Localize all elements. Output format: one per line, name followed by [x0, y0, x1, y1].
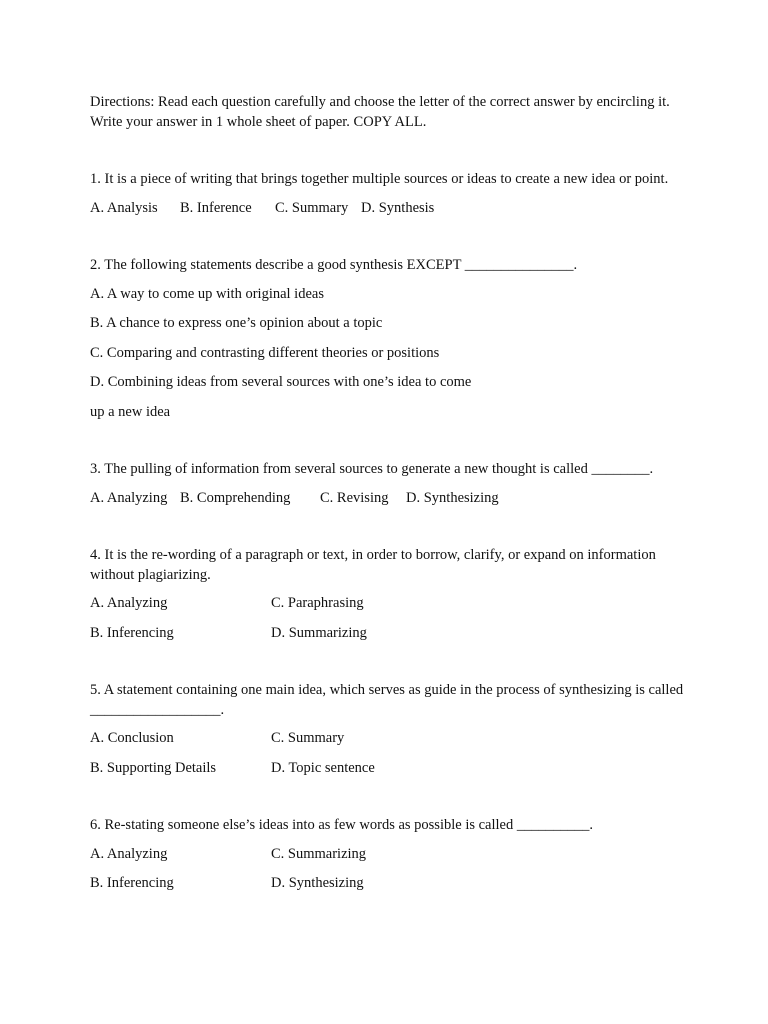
- option-b[interactable]: B. A chance to express one’s opinion about a topic: [90, 315, 383, 331]
- question-stem: 6. Re-stating someone else’s ideas into as few words as possible is called __________.: [90, 817, 593, 833]
- option-d[interactable]: D. Synthesizing: [406, 489, 499, 506]
- option-b[interactable]: B. Comprehending: [180, 489, 291, 506]
- options-row-2: [90, 624, 685, 644]
- option-a[interactable]: A. Analyzing: [90, 595, 168, 611]
- worksheet: [90, 93, 685, 932]
- options-row-1: [90, 594, 685, 614]
- answer-options: [90, 489, 685, 509]
- question-5: [90, 681, 685, 778]
- options-row-2: [90, 759, 685, 779]
- question-4: [90, 546, 685, 643]
- question-stem: 4. It is the re-wording of a paragraph or text, in order to borrow, clarify, or expand on information without plagiarizing.: [90, 547, 656, 583]
- option-a[interactable]: A. Analyzing: [90, 489, 168, 506]
- option-c[interactable]: C. Paraphrasing: [271, 595, 364, 611]
- option-a[interactable]: A. Conclusion: [90, 730, 174, 746]
- answer-options: [90, 199, 685, 219]
- option-d[interactable]: D. Synthesizing: [271, 875, 364, 891]
- option-d[interactable]: D. Combining ideas from several sources with one’s idea to come: [90, 374, 472, 390]
- option-d-continuation: up a new idea: [90, 403, 171, 420]
- options-row-2: [90, 874, 685, 894]
- option-a[interactable]: A. Analyzing: [90, 845, 168, 862]
- question-6: [90, 816, 685, 894]
- option-d[interactable]: D. Topic sentence: [271, 759, 375, 776]
- option-b[interactable]: B. Supporting Details: [90, 759, 217, 776]
- option-b[interactable]: B. Inference: [180, 199, 252, 216]
- question-stem: 1. It is a piece of writing that brings together multiple sources or ideas to create a new idea or point.: [90, 171, 669, 187]
- option-c[interactable]: C. Summary: [275, 199, 349, 216]
- option-d[interactable]: D. Synthesis: [361, 199, 435, 216]
- options-row-1: [90, 845, 685, 865]
- option-c[interactable]: C. Comparing and contrasting different theories or positions: [90, 344, 440, 361]
- option-a[interactable]: A. A way to come up with original ideas: [90, 285, 324, 302]
- option-d[interactable]: D. Summarizing: [271, 624, 367, 641]
- question-2: [90, 256, 685, 422]
- option-c[interactable]: C. Revising: [320, 489, 389, 506]
- option-c[interactable]: C. Summary: [271, 730, 345, 746]
- question-stem: 2. The following statements describe a good synthesis EXCEPT _______________.: [90, 257, 578, 273]
- directions-text: Directions: Read each question carefully and choose the letter of the correct answer by encircling it. Write your answer in 1 whole sheet of paper. COPY ALL.: [90, 94, 670, 130]
- question-stem: 5. A statement containing one main idea, which serves as guide in the process of synthesizing is called __________________.: [90, 682, 684, 718]
- question-3: [90, 460, 685, 508]
- option-a[interactable]: A. Analysis: [90, 199, 158, 216]
- question-stem: 3. The pulling of information from several sources to generate a new thought is called ________.: [90, 461, 654, 477]
- options-row-1: [90, 729, 685, 749]
- option-c[interactable]: C. Summarizing: [271, 845, 367, 862]
- option-b[interactable]: B. Inferencing: [90, 624, 174, 641]
- option-b[interactable]: B. Inferencing: [90, 875, 174, 891]
- question-1: [90, 170, 685, 218]
